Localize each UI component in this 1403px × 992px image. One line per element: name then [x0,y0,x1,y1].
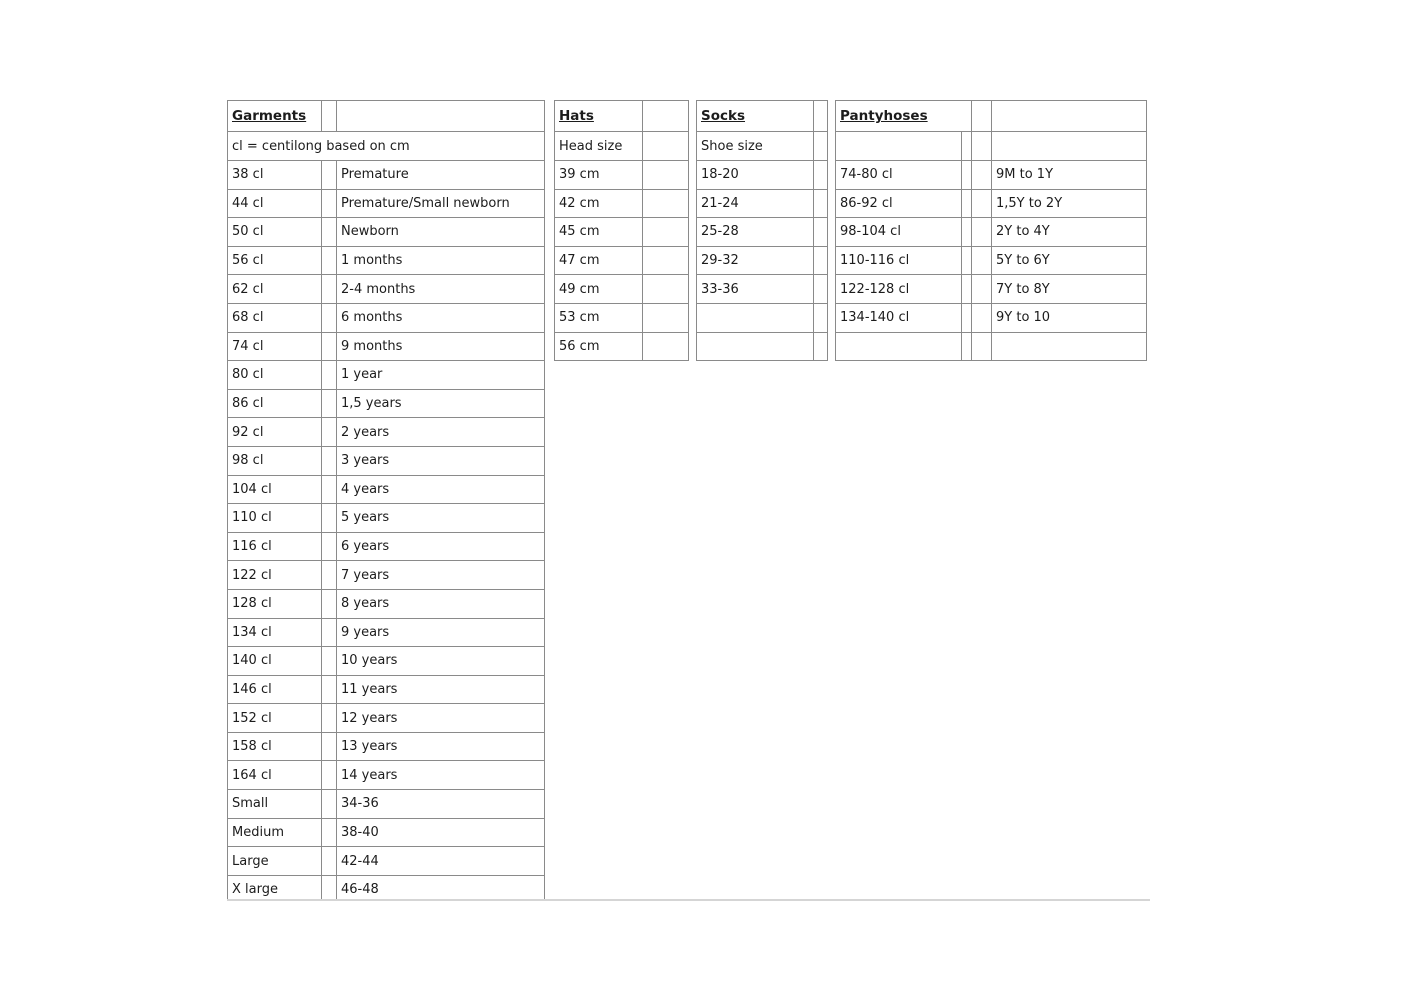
garments-row [228,475,545,504]
spacer-cell [322,332,337,361]
garments-size-cell: X large [228,875,322,901]
garments-row [228,246,545,275]
garments-size-cell: 86 cl [228,389,322,418]
spacer-cell [322,189,337,218]
garments-note-row [228,132,545,161]
pantyhoses-row [836,189,1147,218]
age-range-cell: 9M to 1Y [992,161,1147,190]
garments-row [228,732,545,761]
socks-row [697,275,828,304]
garments-desc-cell: 13 years [337,732,545,761]
garments-row [228,389,545,418]
spacer-cell [643,275,689,304]
empty-header-cell [992,101,1147,132]
spacer-cell [322,704,337,733]
garments-row [228,218,545,247]
spacer-cell [322,246,337,275]
spacer-cell [972,275,992,304]
spacer-cell [322,732,337,761]
spacer-cell [322,875,337,901]
spacer-cell [322,589,337,618]
pantyhoses-subheader-row [836,132,1147,161]
garments-row [228,790,545,819]
socks-size-cell: 25-28 [697,218,814,247]
socks-size-cell [697,332,814,361]
socks-row [697,332,828,361]
spacer-cell [322,761,337,790]
spacer-cell [962,275,972,304]
pantyhoses-title: Pantyhoses [836,101,972,132]
garments-desc-cell: 1 year [337,361,545,390]
spacer-cell [322,532,337,561]
age-range-cell: 5Y to 6Y [992,246,1147,275]
garments-row [228,675,545,704]
spacer-cell [322,275,337,304]
garments-row [228,704,545,733]
spacer-cell [322,818,337,847]
age-range-cell [992,332,1147,361]
garments-desc-cell: 2-4 months [337,275,545,304]
hats-table [554,100,689,361]
pantyhoses-size-cell [836,332,962,361]
garments-size-cell: 164 cl [228,761,322,790]
garments-size-cell: 44 cl [228,189,322,218]
hats-size-cell: 45 cm [555,218,643,247]
socks-header-row [697,101,828,132]
garments-size-cell: 98 cl [228,446,322,475]
garments-desc-cell: 34-36 [337,790,545,819]
socks-size-cell: 18-20 [697,161,814,190]
pantyhoses-size-cell: 98-104 cl [836,218,962,247]
garments-desc-cell: 6 months [337,303,545,332]
pantyhoses-row [836,303,1147,332]
garments-row [228,532,545,561]
spacer-cell [643,189,689,218]
spacer-cell [643,332,689,361]
garments-size-cell: 80 cl [228,361,322,390]
spacer-cell [972,332,992,361]
spacer-cell [962,246,972,275]
pantyhoses-row [836,275,1147,304]
garments-desc-cell: 10 years [337,647,545,676]
garments-size-cell: 38 cl [228,161,322,190]
hats-header-row [555,101,689,132]
garments-row [228,189,545,218]
garments-desc-cell: 1,5 years [337,389,545,418]
hats-size-cell: 49 cm [555,275,643,304]
pantyhoses-size-cell: 122-128 cl [836,275,962,304]
spacer-cell [322,361,337,390]
spacer-cell [643,161,689,190]
spacer-cell [643,101,689,132]
spacer-cell [962,332,972,361]
hats-row [555,303,689,332]
garments-row [228,847,545,876]
socks-size-cell [697,303,814,332]
spacer-cell [322,790,337,819]
size-chart-region [227,100,1150,901]
socks-subheader-row [697,132,828,161]
garments-desc-cell: Premature/Small newborn [337,189,545,218]
garments-desc-cell: 42-44 [337,847,545,876]
garments-row [228,504,545,533]
socks-row [697,189,828,218]
garments-row [228,818,545,847]
garments-desc-cell: 14 years [337,761,545,790]
spacer-cell [962,132,972,161]
hats-size-cell: 47 cm [555,246,643,275]
spacer-cell [814,275,828,304]
hats-row [555,275,689,304]
garments-size-cell: 104 cl [228,475,322,504]
hats-row [555,332,689,361]
garments-desc-cell: Newborn [337,218,545,247]
garments-row [228,161,545,190]
spacer-cell [972,303,992,332]
hats-subtitle: Head size [555,132,643,161]
garments-desc-cell: 9 years [337,618,545,647]
hats-row [555,161,689,190]
garments-title: Garments [228,101,322,132]
garments-row [228,561,545,590]
hats-size-cell: 53 cm [555,303,643,332]
pantyhoses-row [836,332,1147,361]
spacer-cell [814,132,828,161]
spacer-cell [814,161,828,190]
age-range-cell: 9Y to 10 [992,303,1147,332]
age-range-cell: 1,5Y to 2Y [992,189,1147,218]
empty-cell [992,132,1147,161]
spacer-cell [814,189,828,218]
spacer-cell [322,446,337,475]
garments-size-cell: 68 cl [228,303,322,332]
garments-desc-cell: 8 years [337,589,545,618]
spacer-cell [814,218,828,247]
spacer-cell [814,303,828,332]
spacer-cell [322,303,337,332]
spacer-cell [962,189,972,218]
empty-cell [836,132,962,161]
spacer-cell [972,246,992,275]
garments-size-cell: 56 cl [228,246,322,275]
socks-table [696,100,828,361]
garments-row [228,618,545,647]
pantyhoses-row [836,161,1147,190]
hats-size-cell: 39 cm [555,161,643,190]
garments-size-cell: Large [228,847,322,876]
hats-size-cell: 42 cm [555,189,643,218]
spacer-cell [962,218,972,247]
garments-desc-cell: 6 years [337,532,545,561]
spacer-cell [322,475,337,504]
garments-desc-cell: 5 years [337,504,545,533]
socks-size-cell: 21-24 [697,189,814,218]
age-range-cell: 7Y to 8Y [992,275,1147,304]
spacer-cell [322,847,337,876]
garments-size-cell: Medium [228,818,322,847]
spacer-cell [322,675,337,704]
size-chart-tables [227,100,1150,901]
socks-size-cell: 29-32 [697,246,814,275]
garments-size-cell: 92 cl [228,418,322,447]
spacer-cell [972,218,992,247]
socks-row [697,303,828,332]
garments-note: cl = centilong based on cm [228,132,545,161]
garments-size-cell: 158 cl [228,732,322,761]
spacer-cell [814,332,828,361]
garments-size-cell: 62 cl [228,275,322,304]
garments-desc-cell: 3 years [337,446,545,475]
pantyhoses-size-cell: 86-92 cl [836,189,962,218]
spacer-cell [972,189,992,218]
pantyhoses-size-cell: 134-140 cl [836,303,962,332]
garments-size-cell: 152 cl [228,704,322,733]
garments-size-cell: 50 cl [228,218,322,247]
pantyhoses-row [836,218,1147,247]
socks-title: Socks [697,101,814,132]
pantyhoses-size-cell: 74-80 cl [836,161,962,190]
garments-desc-cell: 2 years [337,418,545,447]
socks-size-cell: 33-36 [697,275,814,304]
spacer-cell [972,101,992,132]
garments-row [228,761,545,790]
spacer-cell [322,161,337,190]
garments-desc-cell: 46-48 [337,875,545,901]
pantyhoses-header-row [836,101,1147,132]
garments-row [228,589,545,618]
garments-desc-cell: 9 months [337,332,545,361]
garments-size-cell: Small [228,790,322,819]
spacer-cell [814,246,828,275]
hats-size-cell: 56 cm [555,332,643,361]
garments-size-cell: 140 cl [228,647,322,676]
spacer-cell [322,101,337,132]
garments-row [228,875,545,901]
spacer-cell [322,504,337,533]
spacer-cell [972,161,992,190]
garments-size-cell: 134 cl [228,618,322,647]
spacer-cell [322,389,337,418]
spacer-cell [962,161,972,190]
spacer-cell [643,132,689,161]
pantyhoses-row [836,246,1147,275]
spacer-cell [322,218,337,247]
pantyhoses-size-cell: 110-116 cl [836,246,962,275]
garments-table [227,100,545,901]
garments-size-cell: 128 cl [228,589,322,618]
garments-desc-cell: 12 years [337,704,545,733]
hats-title: Hats [555,101,643,132]
empty-header-cell [337,101,545,132]
garments-row [228,332,545,361]
socks-row [697,218,828,247]
spacer-cell [322,647,337,676]
garments-desc-cell: Premature [337,161,545,190]
spacer-cell [322,561,337,590]
spacer-cell [962,303,972,332]
garments-desc-cell: 11 years [337,675,545,704]
age-range-cell: 2Y to 4Y [992,218,1147,247]
garments-size-cell: 116 cl [228,532,322,561]
garments-row [228,647,545,676]
garments-row [228,303,545,332]
pantyhoses-table [835,100,1147,361]
garments-size-cell: 146 cl [228,675,322,704]
hats-subheader-row [555,132,689,161]
spacer-cell [972,132,992,161]
garments-size-cell: 122 cl [228,561,322,590]
garments-desc-cell: 1 months [337,246,545,275]
garments-row [228,275,545,304]
garments-header-row [228,101,545,132]
spacer-cell [643,246,689,275]
spacer-cell [322,418,337,447]
garments-size-cell: 74 cl [228,332,322,361]
spacer-cell [814,101,828,132]
garments-desc-cell: 7 years [337,561,545,590]
spacer-cell [643,218,689,247]
socks-row [697,161,828,190]
garments-row [228,418,545,447]
hats-row [555,189,689,218]
garments-desc-cell: 4 years [337,475,545,504]
garments-desc-cell: 38-40 [337,818,545,847]
spacer-cell [643,303,689,332]
hats-row [555,218,689,247]
socks-subtitle: Shoe size [697,132,814,161]
garments-row [228,446,545,475]
garments-row [228,361,545,390]
garments-size-cell: 110 cl [228,504,322,533]
spacer-cell [322,618,337,647]
hats-row [555,246,689,275]
socks-row [697,246,828,275]
